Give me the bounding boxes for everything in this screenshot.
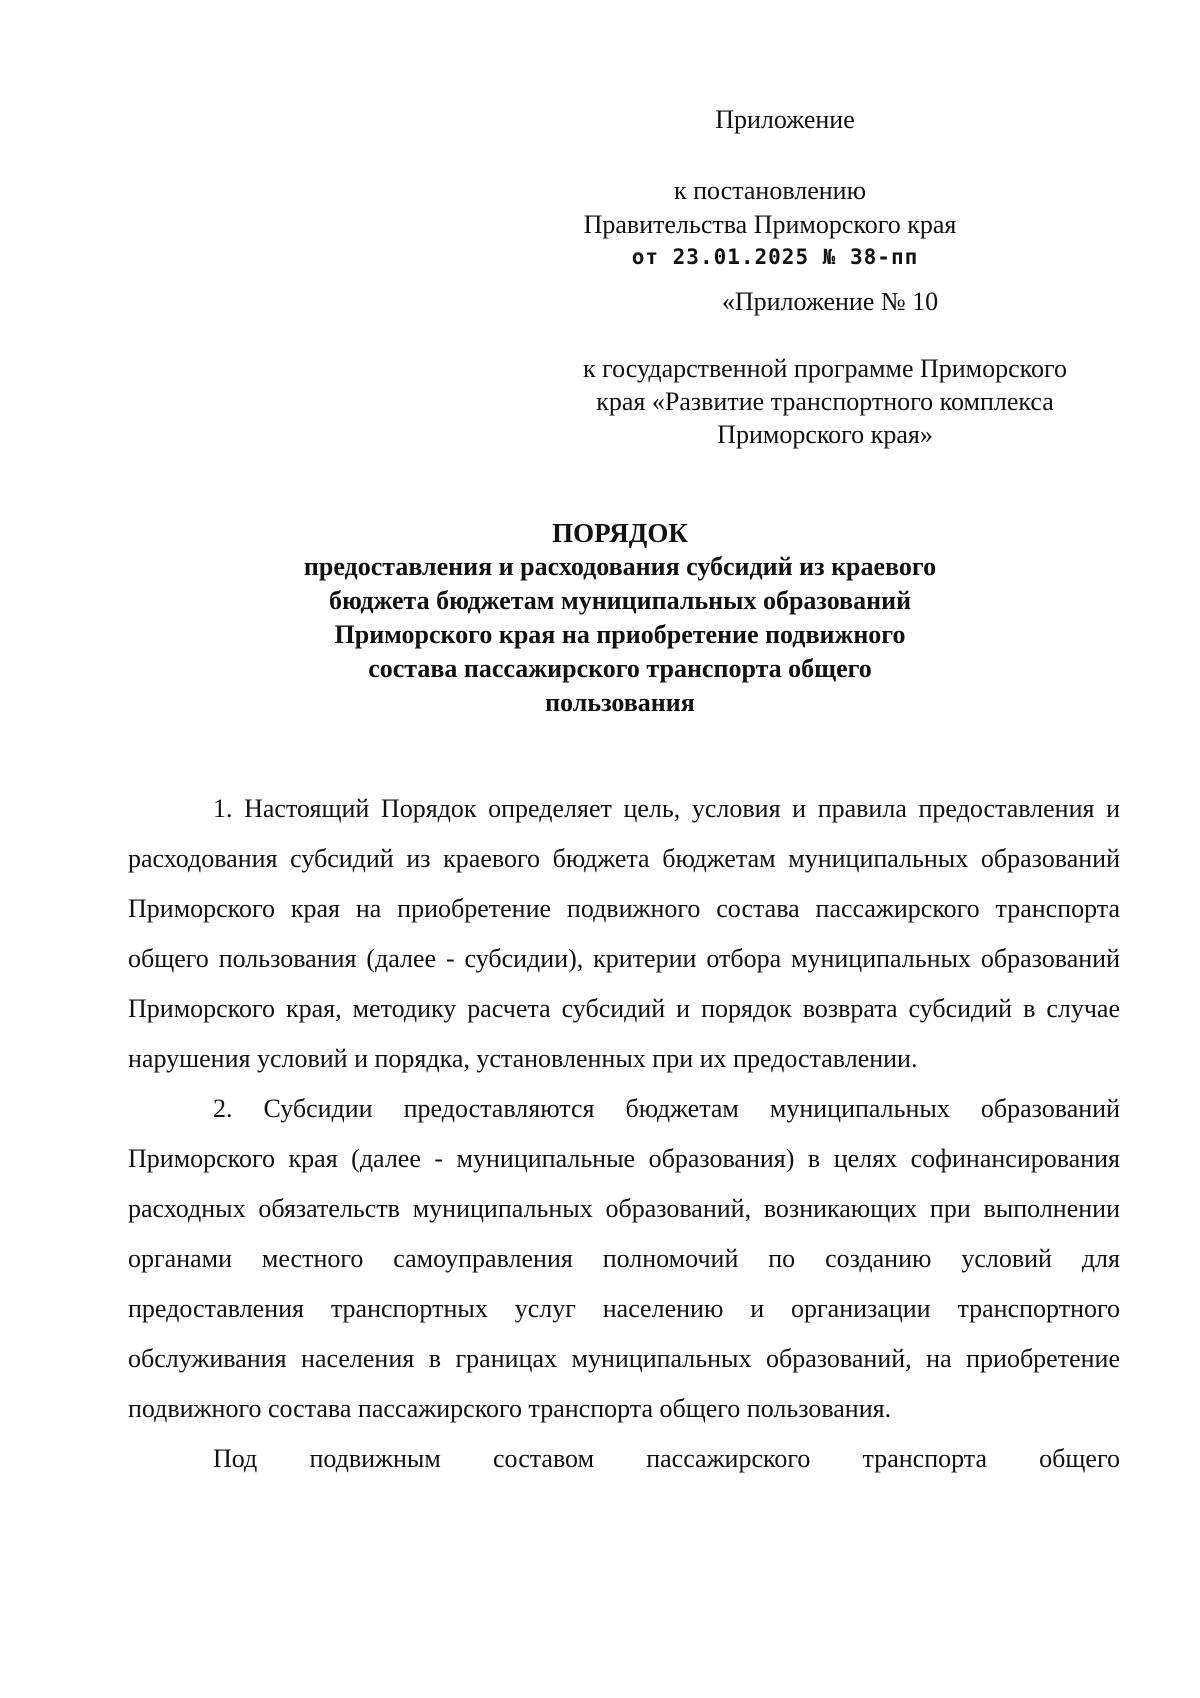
title-heading: ПОРЯДОК	[552, 518, 688, 548]
program-line-3: Приморского края»	[717, 420, 933, 449]
decree-line-2: Правительства Приморского края	[583, 210, 957, 239]
decree-number: от 23.01.2025 № 38-пп	[631, 245, 919, 269]
program-line-1: к государственной программе Приморского	[582, 354, 1067, 383]
title-line-2: бюджета бюджетам муниципальных образований	[328, 586, 912, 615]
appendix-label: Приложение	[715, 105, 855, 134]
title-line-4: состава пассажирского транспорта общего	[368, 654, 872, 683]
paragraph-1: 1. Настоящий Порядок определяет цель, условия и правила предоставления и расходования субсидий из краевого бюджета бюджетам муниципальных образований Приморского края на приобретение подвижного состава пассажирского транспорта общего пользования (далее - субсидии), критерии отбора муниципальных образований Приморского края, методику расчета субсидий и порядок возврата субсидий в случае нарушения условий и порядка, установленных при их предоставлении.	[128, 794, 1120, 1073]
title-line-3: Приморского края на приобретение подвижного	[334, 620, 906, 649]
paragraph-2: 2. Субсидии предоставляются бюджетам муниципальных образований Приморского края (далее - муниципальные образования) в целях софинансирования расходных обязательств муниципальных образований, возникающих при выполнении органами местного самоуправления полномочий по созданию условий для предоставления транспортных услуг населению и организации транспортного обслуживания населения в границах муниципальных образований, на приобретение подвижного состава пассажирского транспорта общего пользования.	[128, 1094, 1120, 1423]
appendix-10-label: «Приложение № 10	[721, 287, 939, 316]
document-body	[128, 784, 1120, 1484]
decree-line-1: к постановлению	[673, 176, 867, 205]
program-reference	[540, 352, 1110, 451]
paragraph-3: Под подвижным составом пассажирского транспорта общего	[213, 1444, 1120, 1473]
title-line-5: пользования	[545, 688, 695, 717]
program-line-2: края «Развитие транспортного комплекса	[596, 387, 1054, 416]
decree-reference	[560, 174, 980, 272]
title-line-1: предоставления и расходования субсидий из краевого	[303, 552, 937, 581]
document-title	[200, 516, 1040, 720]
